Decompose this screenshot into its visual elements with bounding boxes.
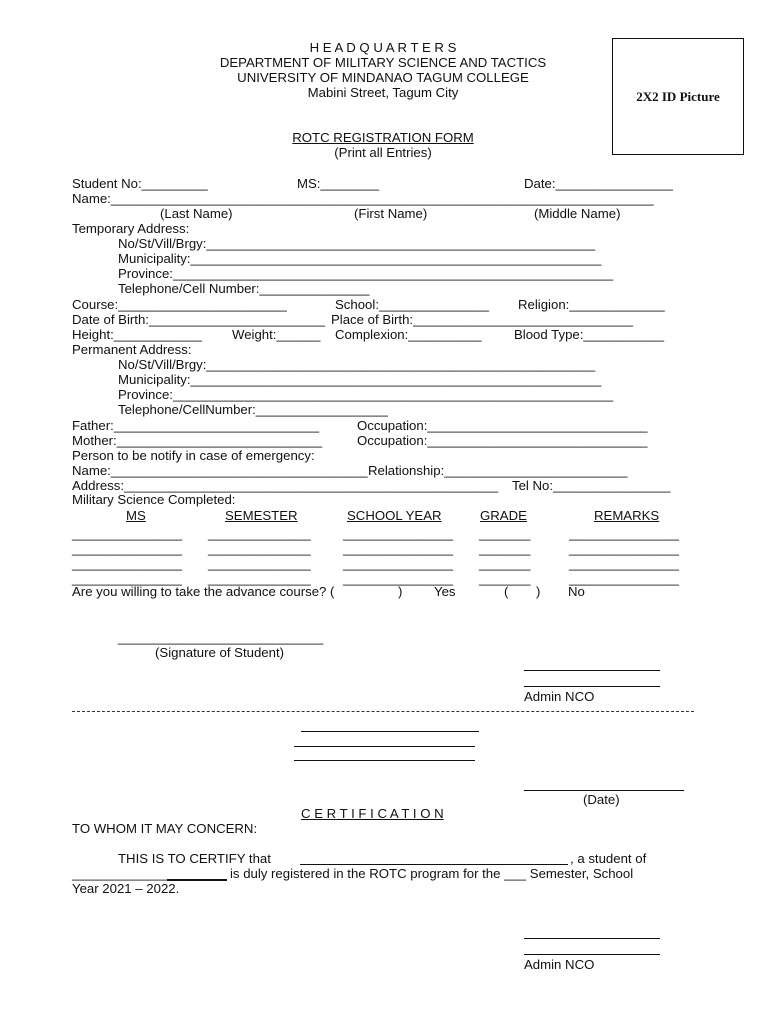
table-cell[interactable]: ______________ (208, 571, 311, 586)
father-field[interactable]: Father:____________________________ (72, 418, 320, 433)
temp-street-field[interactable]: No/St/Vill/Brgy:_____________________________________________________ (118, 236, 596, 251)
table-cell[interactable]: _______________ (343, 571, 454, 586)
address-field[interactable]: Address:___________________________________________________ (72, 478, 499, 493)
table-header-school-year: SCHOOL YEAR (347, 508, 442, 523)
mother-field[interactable]: Mother:____________________________ (72, 433, 323, 448)
middle-name-label: (Middle Name) (534, 206, 621, 221)
table-cell[interactable]: _______ (479, 556, 531, 571)
perm-telephone-field[interactable]: Telephone/CellNumber:__________________ (118, 402, 388, 417)
header-line-address: Mabini Street, Tagum City (307, 85, 459, 100)
certification-salutation: TO WHOM IT MAY CONCERN: (72, 821, 258, 836)
admin-signature-rule[interactable] (524, 686, 660, 687)
table-header-grade: GRADE (480, 508, 527, 523)
header-line-university: UNIVERSITY OF MINDANAO TAGUM COLLEGE (237, 70, 529, 85)
admin-signature-rule[interactable] (524, 938, 660, 939)
yes-label: Yes (434, 584, 456, 599)
table-cell[interactable]: _______________ (72, 526, 183, 541)
place-of-birth-field[interactable]: Place of Birth:______________________________ (331, 312, 634, 327)
course-blank[interactable]: _____________ (72, 866, 168, 881)
date-label: (Date) (583, 792, 620, 807)
perm-street-field[interactable]: No/St/Vill/Brgy:_____________________________________________________ (118, 357, 596, 372)
table-cell[interactable]: _______________ (569, 526, 680, 541)
permanent-address-label: Permanent Address: (72, 342, 192, 357)
emergency-contact-label: Person to be notify in case of emergency: (72, 448, 315, 463)
certification-body-line3: Year 2021 – 2022. (72, 881, 180, 896)
student-signature-label: (Signature of Student) (155, 645, 285, 660)
header-line-headquarters: H E A D Q U A R T E R S (309, 40, 457, 55)
table-header-remarks: REMARKS (594, 508, 660, 523)
temp-telephone-field[interactable]: Telephone/Cell Number:_______________ (118, 281, 370, 296)
admin-nco-label: Admin NCO (524, 957, 595, 972)
blank-line[interactable] (294, 760, 475, 761)
perm-municipality-field[interactable]: Municipality:________________________________________________________ (118, 372, 602, 387)
table-cell[interactable]: _______________ (343, 541, 454, 556)
blank-line[interactable] (301, 731, 479, 732)
table-cell[interactable]: _______________ (569, 556, 680, 571)
table-cell[interactable]: _______ (479, 541, 531, 556)
table-cell[interactable]: ______________ (208, 526, 311, 541)
no-checkbox-close[interactable]: ) (536, 584, 541, 599)
course-field[interactable]: Course:_______________________ (72, 297, 287, 312)
blank-line[interactable] (294, 746, 475, 747)
id-picture-label: 2X2 ID Picture (636, 89, 720, 104)
table-cell[interactable]: ______________ (208, 556, 311, 571)
complexion-field[interactable]: Complexion:__________ (335, 327, 482, 342)
table-cell[interactable]: _______________ (72, 541, 183, 556)
table-cell[interactable]: _______________ (343, 526, 454, 541)
weight-field[interactable]: Weight:______ (232, 327, 321, 342)
school-field[interactable]: School:_______________ (335, 297, 490, 312)
height-field[interactable]: Height:____________ (72, 327, 202, 342)
blood-type-field[interactable]: Blood Type:___________ (514, 327, 665, 342)
table-cell[interactable]: _______________ (569, 541, 680, 556)
student-name-blank[interactable] (300, 864, 568, 865)
cut-line-divider (72, 711, 694, 712)
certification-body-line1: THIS IS TO CERTIFY that (118, 851, 271, 866)
table-cell[interactable]: _______________ (569, 571, 680, 586)
table-cell[interactable]: _______ (479, 526, 531, 541)
temp-municipality-field[interactable]: Municipality:________________________________________________________ (118, 251, 602, 266)
certification-title: C E R T I F I C A T I O N (301, 806, 444, 821)
id-picture-box[interactable] (612, 38, 744, 155)
perm-province-field[interactable]: Province:____________________________________________________________ (118, 387, 614, 402)
form-title: ROTC REGISTRATION FORM (292, 130, 474, 145)
table-header-ms: MS (126, 508, 146, 523)
military-science-completed-label: Military Science Completed: (72, 492, 236, 507)
date-field[interactable]: Date:________________ (524, 176, 673, 191)
table-cell[interactable]: ______________ (208, 541, 311, 556)
table-cell[interactable]: _______________ (72, 556, 183, 571)
no-checkbox-open[interactable]: ( (504, 584, 509, 599)
header-line-department: DEPARTMENT OF MILITARY SCIENCE AND TACTICS (219, 55, 547, 70)
admin-signature-rule[interactable] (524, 670, 660, 671)
table-header-semester: SEMESTER (225, 508, 298, 523)
last-name-label: (Last Name) (160, 206, 233, 221)
student-no-field[interactable]: Student No:_________ (72, 176, 208, 191)
ms-field[interactable]: MS:________ (297, 176, 380, 191)
name-field[interactable]: Name:__________________________________________________________________________ (72, 191, 654, 206)
table-cell[interactable]: _______________ (72, 571, 183, 586)
table-cell[interactable]: _______________ (343, 556, 454, 571)
admin-nco-label: Admin NCO (524, 689, 595, 704)
date-line[interactable] (524, 790, 684, 791)
date-of-birth-field[interactable]: Date of Birth:________________________ (72, 312, 325, 327)
religion-field[interactable]: Religion:_____________ (518, 297, 665, 312)
temp-province-field[interactable]: Province:____________________________________________________________ (118, 266, 614, 281)
relationship-field[interactable]: Relationship:_________________________ (368, 463, 628, 478)
table-cell[interactable]: _______ (479, 571, 531, 586)
advance-course-question: Are you willing to take the advance course? ( (72, 584, 335, 599)
temporary-address-label: Temporary Address: (72, 221, 190, 236)
emergency-name-field[interactable]: Name:___________________________________ (72, 463, 368, 478)
yes-checkbox[interactable]: ) (398, 584, 403, 599)
first-name-label: (First Name) (354, 206, 428, 221)
student-signature-line[interactable]: ____________________________ (118, 630, 324, 645)
tel-no-field[interactable]: Tel No:________________ (512, 478, 671, 493)
form-subtitle: (Print all Entries) (334, 145, 432, 160)
admin-signature-rule[interactable] (524, 954, 660, 955)
certification-body-line1-end: , a student of (570, 851, 647, 866)
mother-occupation-field[interactable]: Occupation:______________________________ (357, 433, 648, 448)
certification-body-line2: is duly registered in the ROTC program for the ___ Semester, School (230, 866, 634, 881)
father-occupation-field[interactable]: Occupation:______________________________ (357, 418, 648, 433)
no-label: No (568, 584, 585, 599)
